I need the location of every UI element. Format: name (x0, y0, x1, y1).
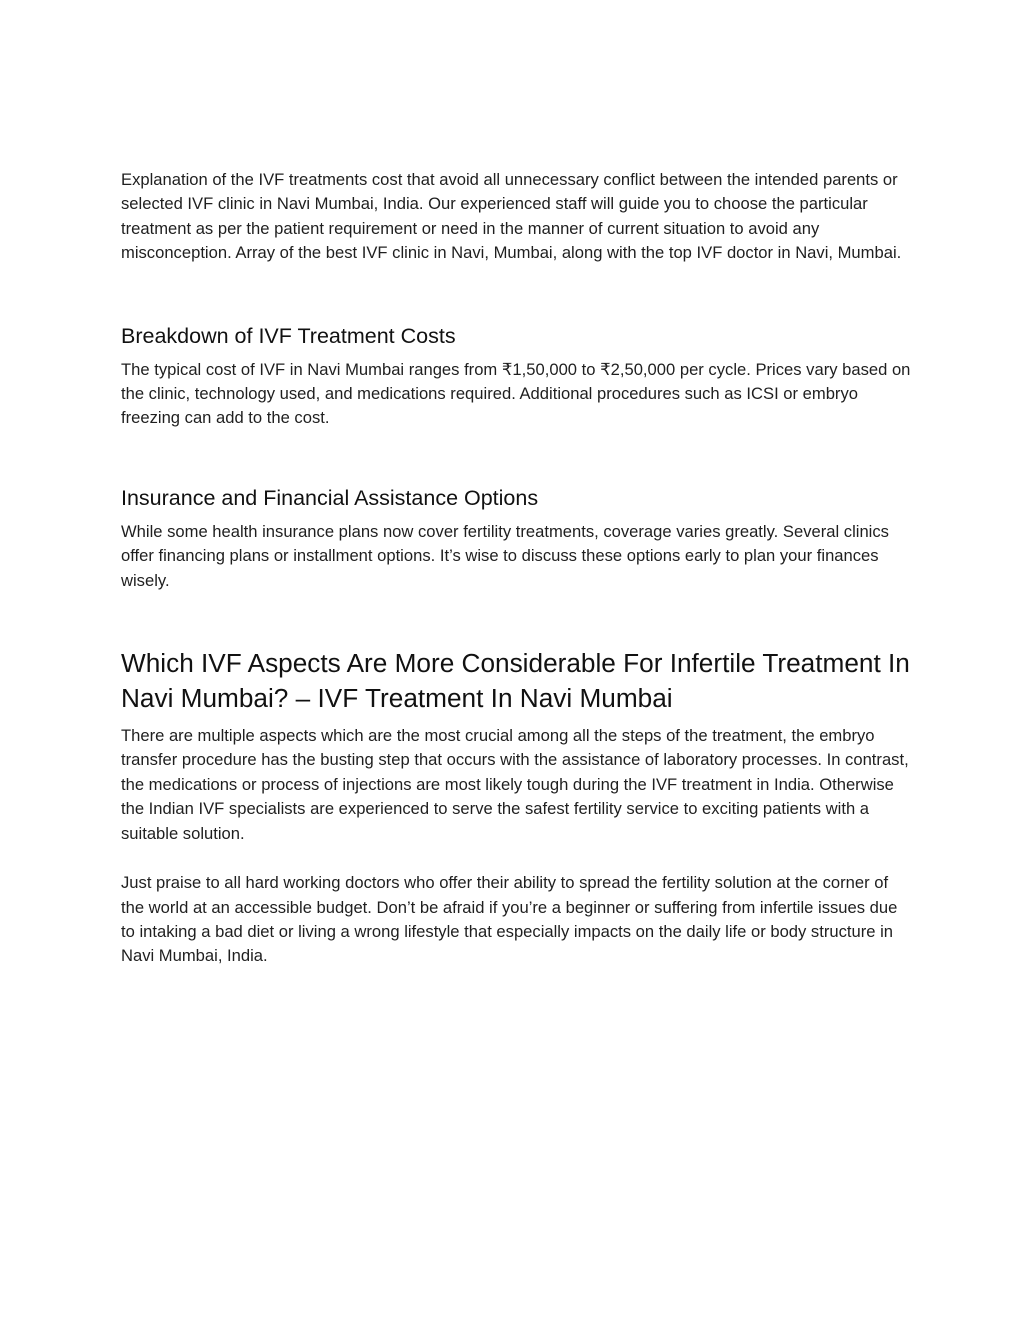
insurance-heading: Insurance and Financial Assistance Options (121, 485, 539, 510)
breakdown-heading: Breakdown of IVF Treatment Costs (121, 323, 456, 348)
breakdown-paragraph: The typical cost of IVF in Navi Mumbai ranges from ₹1,50,000 to ₹2,50,000 per cycle. Prices vary based on the clinic, technology used, and medications required. Additional procedures such as ICSI or embryo freezing can add to the cost. (121, 359, 911, 428)
aspects-paragraph-2: Just praise to all hard working doctors who offer their ability to spread the fertility solution at the corner of the world at an accessible budget. Don’t be afraid if you’re a beginner or suffering from infertile issues due to intaking a bad diet or living a wrong lifestyle that especially impacts on the daily life or body structure in Navi Mumbai, India. (121, 873, 898, 966)
intro-paragraph: Explanation of the IVF treatments cost that avoid all unnecessary conflict between the intended parents or selected IVF clinic in Navi Mumbai, India. Our experienced staff will guide you to choose the particular treatment as per the patient requirement or need in the manner of current situation to avoid any misconception. Array of the best IVF clinic in Navi, Mumbai, along with the top IVF doctor in Navi, Mumbai. (121, 170, 902, 263)
aspects-heading: Which IVF Aspects Are More Considerable For Infertile Treatment In Navi Mumbai? – IVF Treatment In Navi Mumbai (121, 648, 910, 714)
insurance-paragraph: While some health insurance plans now cover fertility treatments, coverage varies greatly. Several clinics offer financing plans or installment options. It’s wise to discuss these options early to plan your finances wisely. (121, 521, 889, 590)
document-page (121, 168, 911, 969)
aspects-paragraph-1: There are multiple aspects which are the most crucial among all the steps of the treatment, the embryo transfer procedure has the busting step that occurs with the assistance of laboratory processes. In contrast, the medications or process of injections are most likely tough during the IVF treatment in India. Otherwise the Indian IVF specialists are experienced to serve the safest fertility service to exciting patients with a suitable solution. (121, 726, 909, 843)
